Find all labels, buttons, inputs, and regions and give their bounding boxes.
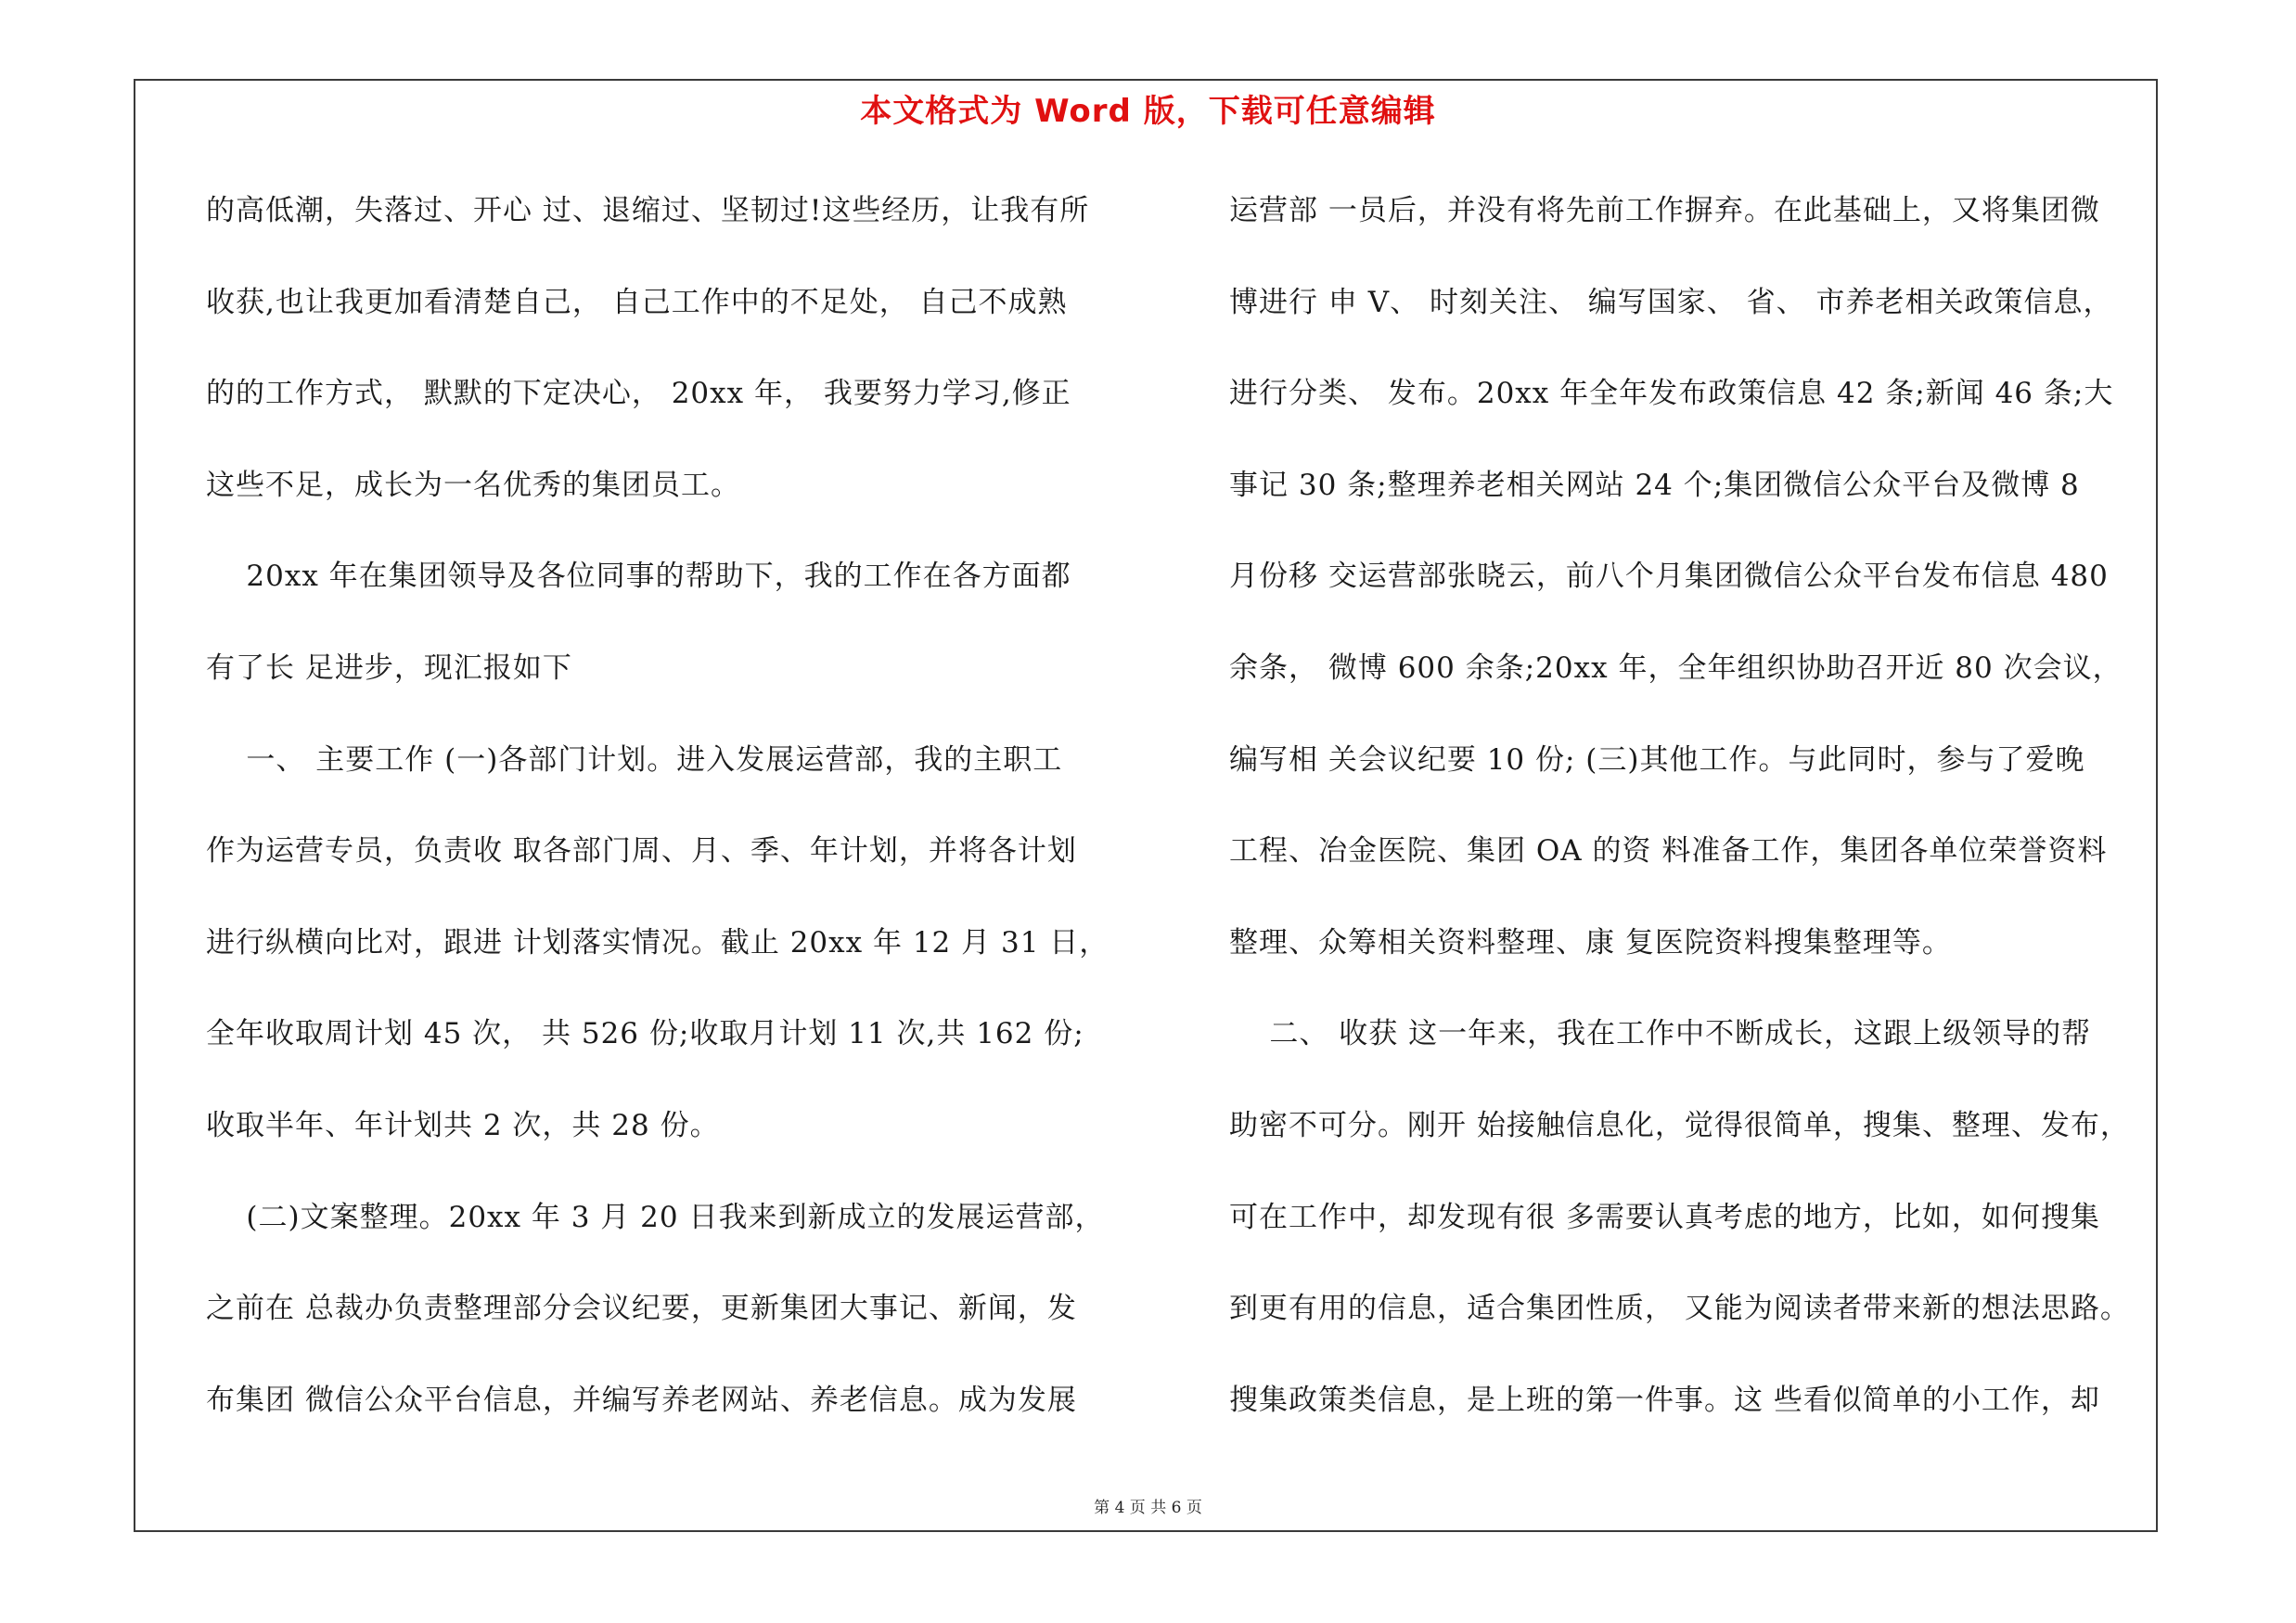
- text-line: 全年收取周计划 45 次， 共 526 份;收取月计划 11 次,共 162 份;: [206, 1017, 1084, 1051]
- text-line: 二、 收获 这一年来，我在工作中不断成长，这跟上级领导的帮: [1229, 1017, 2092, 1051]
- page-number-footer: 第 4 页 共 6 页: [1094, 1499, 1202, 1517]
- text-line: 之前在 总裁办负责整理部分会议纪要，更新集团大事记、新闻，发: [206, 1292, 1077, 1326]
- text-line: 收获,也让我更加看清楚自己， 自己工作中的不足处， 自己不成熟: [206, 285, 1068, 319]
- text-line: 月份移 交运营部张晓云，前八个月集团微信公众平台发布信息 480: [1229, 560, 2109, 594]
- text-line: 收取半年、年计划共 2 次，共 28 份。: [206, 1108, 720, 1142]
- text-line: 一、 主要工作 (一)各部门计划。进入发展运营部，我的主职工: [206, 742, 1063, 777]
- left-text-column: [206, 186, 1152, 1466]
- right-text-column: [1229, 186, 2171, 1466]
- text-line: 工程、冶金医院、集团 OA 的资 料准备工作，集团各单位荣誉资料: [1229, 834, 2108, 869]
- text-line: 整理、众筹相关资料整理、康 复医院资料搜集整理等。: [1229, 925, 1952, 960]
- text-line: 编写相 关会议纪要 10 份; (三)其他工作。与此同时，参与了爱晚: [1229, 742, 2085, 777]
- text-line: 可在工作中，却发现有很 多需要认真考虑的地方，比如，如何搜集: [1229, 1200, 2100, 1234]
- text-line: 进行分类、 发布。20xx 年全年发布政策信息 42 条;新闻 46 条;大: [1229, 377, 2114, 411]
- text-line: 的的工作方式， 默默的下定决心， 20xx 年， 我要努力学习,修正: [206, 377, 1071, 411]
- text-line: 的高低潮，失落过、开心 过、退缩过、坚韧过!这些经历，让我有所: [206, 194, 1090, 227]
- text-line: 这些不足，成长为一名优秀的集团员工。: [206, 468, 740, 502]
- text-line: 到更有用的信息，适合集团性质， 又能为阅读者带来新的想法思路。: [1229, 1292, 2130, 1326]
- word-format-banner: 本文格式为 Word 版，下载可任意编辑: [860, 93, 1436, 130]
- text-line: 搜集政策类信息，是上班的第一件事。这 些看似简单的小工作，却: [1229, 1383, 2100, 1417]
- text-line: 有了长 足进步，现汇报如下: [206, 650, 572, 685]
- text-line: 博进行 申 V、 时刻关注、 编写国家、 省、 市养老相关政策信息，: [1229, 285, 2113, 319]
- text-line: 余条， 微博 600 余条;20xx 年，全年组织协助召开近 80 次会议，: [1229, 650, 2123, 685]
- text-line: 进行纵横向比对，跟进 计划落实情况。截止 20xx 年 12 月 31 日，: [206, 925, 1110, 960]
- text-line: 助密不可分。刚开 始接触信息化，觉得很简单，搜集、整理、发布，: [1229, 1108, 2130, 1142]
- text-line: 作为运营专员，负责收 取各部门周、月、季、年计划，并将各计划: [206, 834, 1077, 869]
- text-line: 20xx 年在集团领导及各位同事的帮助下，我的工作在各方面都: [206, 560, 1071, 594]
- text-line: 事记 30 条;整理养老相关网站 24 个;集团微信公众平台及微博 8: [1229, 468, 2080, 502]
- text-line: 运营部 一员后，并没有将先前工作摒弃。在此基础上，又将集团微: [1229, 194, 2100, 227]
- text-line: (二)文案整理。20xx 年 3 月 20 日我来到新成立的发展运营部，: [206, 1200, 1105, 1234]
- text-line: 布集团 微信公众平台信息，并编写养老网站、养老信息。成为发展: [206, 1383, 1077, 1417]
